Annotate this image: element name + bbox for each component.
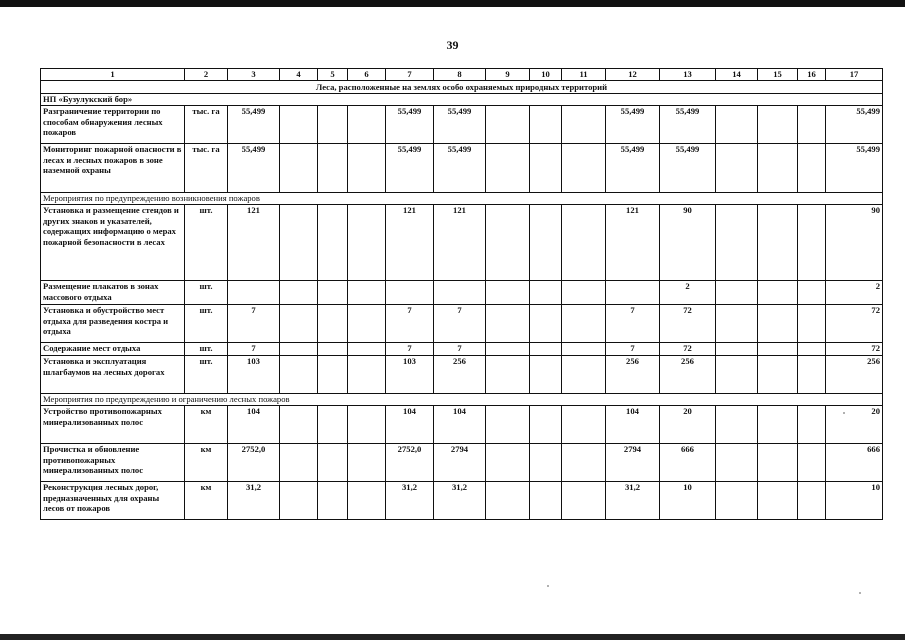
empty-cell xyxy=(348,205,386,281)
column-number: 15 xyxy=(758,69,798,81)
table-row xyxy=(41,343,883,356)
value-cell-col-12 xyxy=(606,281,660,305)
empty-cell xyxy=(758,144,798,193)
column-number: 17 xyxy=(826,69,883,81)
column-number: 16 xyxy=(798,69,826,81)
empty-cell xyxy=(716,343,758,356)
column-number: 10 xyxy=(530,69,562,81)
value-cell-col-17: 90 xyxy=(826,205,883,281)
value-cell-col-13: 72 xyxy=(660,305,716,343)
table-row xyxy=(41,356,883,394)
value-cell-col-17: 55,499 xyxy=(826,106,883,144)
scan-edge-bottom xyxy=(0,634,905,640)
column-number: 1 xyxy=(41,69,185,81)
value-cell-col-17: 55,499 xyxy=(826,144,883,193)
measure-name: Установка и размещение стендов и других знаков и указателей, содержащих информацию о мерах пожарной безопасности в лесах xyxy=(41,205,185,281)
value-cell-col-8: 31,2 xyxy=(434,482,486,520)
unit-cell: шт. xyxy=(185,343,228,356)
empty-cell xyxy=(486,205,530,281)
empty-cell xyxy=(716,356,758,394)
empty-cell xyxy=(798,205,826,281)
value-cell-col-13: 666 xyxy=(660,444,716,482)
value-cell-col-17: 2 xyxy=(826,281,883,305)
empty-cell xyxy=(348,356,386,394)
measure-name: Установка и обустройство мест отдыха для разведения костра и отдыха xyxy=(41,305,185,343)
value-cell-col-8 xyxy=(434,281,486,305)
empty-cell xyxy=(318,281,348,305)
value-cell-col-13: 20 xyxy=(660,406,716,444)
value-cell-col-8: 256 xyxy=(434,356,486,394)
value-cell-col-3: 31,2 xyxy=(228,482,280,520)
empty-cell xyxy=(348,343,386,356)
empty-cell xyxy=(318,356,348,394)
column-number-row xyxy=(41,69,883,81)
column-number: 2 xyxy=(185,69,228,81)
empty-cell xyxy=(280,356,318,394)
empty-cell xyxy=(530,106,562,144)
table-row xyxy=(41,106,883,144)
measure-name: Разграничение территории по способам обнаружения лесных пожаров xyxy=(41,106,185,144)
value-cell-col-13: 55,499 xyxy=(660,106,716,144)
value-cell-col-3: 7 xyxy=(228,305,280,343)
scan-speck xyxy=(859,592,861,594)
table-title: Леса, расположенные на землях особо охраняемых природных территорий xyxy=(41,81,883,94)
value-cell-col-13: 10 xyxy=(660,482,716,520)
empty-cell xyxy=(280,305,318,343)
empty-cell xyxy=(716,444,758,482)
empty-cell xyxy=(280,406,318,444)
column-number: 5 xyxy=(318,69,348,81)
value-cell-col-7: 121 xyxy=(386,205,434,281)
empty-cell xyxy=(318,205,348,281)
empty-cell xyxy=(348,444,386,482)
empty-cell xyxy=(758,106,798,144)
column-number: 11 xyxy=(562,69,606,81)
empty-cell xyxy=(318,482,348,520)
empty-cell xyxy=(318,106,348,144)
measure-name: Реконструкция лесных дорог, предназначенных для охраны лесов от пожаров xyxy=(41,482,185,520)
empty-cell xyxy=(716,144,758,193)
empty-cell xyxy=(486,406,530,444)
column-number: 6 xyxy=(348,69,386,81)
value-cell-col-13: 55,499 xyxy=(660,144,716,193)
table-row xyxy=(41,406,883,444)
value-cell-col-12: 7 xyxy=(606,343,660,356)
empty-cell xyxy=(530,482,562,520)
value-cell-col-7: 104 xyxy=(386,406,434,444)
value-cell-col-17: 72 xyxy=(826,343,883,356)
empty-cell xyxy=(486,305,530,343)
page-number: 39 xyxy=(446,38,459,52)
table-row xyxy=(41,305,883,343)
section-title: Мероприятия по предупреждению возникновения пожаров xyxy=(41,193,883,205)
empty-cell xyxy=(562,106,606,144)
empty-cell xyxy=(716,106,758,144)
section-title: Мероприятия по предупреждению и ограничению лесных пожаров xyxy=(41,394,883,406)
section-header-row xyxy=(41,394,883,406)
empty-cell xyxy=(798,305,826,343)
column-number: 4 xyxy=(280,69,318,81)
unit-cell: шт. xyxy=(185,305,228,343)
value-cell-col-12: 31,2 xyxy=(606,482,660,520)
empty-cell xyxy=(486,482,530,520)
empty-cell xyxy=(318,305,348,343)
empty-cell xyxy=(798,444,826,482)
value-cell-col-13: 72 xyxy=(660,343,716,356)
empty-cell xyxy=(318,343,348,356)
empty-cell xyxy=(530,305,562,343)
empty-cell xyxy=(486,356,530,394)
value-cell-col-3: 7 xyxy=(228,343,280,356)
empty-cell xyxy=(486,444,530,482)
unit-cell: км xyxy=(185,406,228,444)
scan-speck xyxy=(843,412,845,414)
empty-cell xyxy=(348,406,386,444)
empty-cell xyxy=(562,305,606,343)
empty-cell xyxy=(280,106,318,144)
table-row xyxy=(41,205,883,281)
unit-cell: шт. xyxy=(185,356,228,394)
value-cell-col-12: 2794 xyxy=(606,444,660,482)
empty-cell xyxy=(530,281,562,305)
empty-cell xyxy=(758,305,798,343)
empty-cell xyxy=(318,444,348,482)
empty-cell xyxy=(280,144,318,193)
empty-cell xyxy=(348,281,386,305)
scan-speck xyxy=(547,585,549,587)
empty-cell xyxy=(530,356,562,394)
empty-cell xyxy=(486,144,530,193)
value-cell-col-8: 55,499 xyxy=(434,144,486,193)
value-cell-col-17: 72 xyxy=(826,305,883,343)
value-cell-col-7: 55,499 xyxy=(386,144,434,193)
empty-cell xyxy=(530,205,562,281)
value-cell-col-8: 121 xyxy=(434,205,486,281)
np-row xyxy=(41,94,883,106)
empty-cell xyxy=(348,144,386,193)
measure-name: Устройство противопожарных минерализованных полос xyxy=(41,406,185,444)
value-cell-col-8: 2794 xyxy=(434,444,486,482)
measure-name: Установка и эксплуатация шлагбаумов на лесных дорогах xyxy=(41,356,185,394)
empty-cell xyxy=(348,305,386,343)
empty-cell xyxy=(562,144,606,193)
scan-edge-top xyxy=(0,0,905,7)
value-cell-col-8: 104 xyxy=(434,406,486,444)
value-cell-col-3: 104 xyxy=(228,406,280,444)
empty-cell xyxy=(798,144,826,193)
value-cell-col-7: 103 xyxy=(386,356,434,394)
empty-cell xyxy=(562,444,606,482)
empty-cell xyxy=(716,305,758,343)
unit-cell: шт. xyxy=(185,281,228,305)
value-cell-col-12: 55,499 xyxy=(606,106,660,144)
empty-cell xyxy=(798,356,826,394)
value-cell-col-3 xyxy=(228,281,280,305)
table-row xyxy=(41,444,883,482)
empty-cell xyxy=(562,482,606,520)
column-number: 3 xyxy=(228,69,280,81)
empty-cell xyxy=(318,144,348,193)
value-cell-col-3: 55,499 xyxy=(228,144,280,193)
value-cell-col-7: 2752,0 xyxy=(386,444,434,482)
empty-cell xyxy=(530,144,562,193)
value-cell-col-17: 256 xyxy=(826,356,883,394)
value-cell-col-17: 10 xyxy=(826,482,883,520)
empty-cell xyxy=(716,205,758,281)
empty-cell xyxy=(562,406,606,444)
empty-cell xyxy=(758,343,798,356)
empty-cell xyxy=(758,281,798,305)
value-cell-col-3: 103 xyxy=(228,356,280,394)
column-number: 14 xyxy=(716,69,758,81)
empty-cell xyxy=(758,406,798,444)
value-cell-col-7: 31,2 xyxy=(386,482,434,520)
empty-cell xyxy=(280,281,318,305)
empty-cell xyxy=(348,482,386,520)
empty-cell xyxy=(758,205,798,281)
empty-cell xyxy=(280,343,318,356)
empty-cell xyxy=(798,482,826,520)
column-number: 12 xyxy=(606,69,660,81)
empty-cell xyxy=(348,106,386,144)
forest-fire-measures-table xyxy=(40,68,883,520)
value-cell-col-8: 7 xyxy=(434,343,486,356)
value-cell-col-12: 55,499 xyxy=(606,144,660,193)
unit-cell: тыс. га xyxy=(185,106,228,144)
empty-cell xyxy=(758,444,798,482)
empty-cell xyxy=(530,343,562,356)
value-cell-col-12: 121 xyxy=(606,205,660,281)
empty-cell xyxy=(758,482,798,520)
empty-cell xyxy=(798,106,826,144)
empty-cell xyxy=(716,281,758,305)
np-name: НП «Бузулукский бор» xyxy=(41,94,883,106)
value-cell-col-8: 7 xyxy=(434,305,486,343)
empty-cell xyxy=(318,406,348,444)
value-cell-col-12: 104 xyxy=(606,406,660,444)
value-cell-col-12: 256 xyxy=(606,356,660,394)
empty-cell xyxy=(562,281,606,305)
empty-cell xyxy=(562,343,606,356)
value-cell-col-13: 2 xyxy=(660,281,716,305)
empty-cell xyxy=(798,343,826,356)
measure-name: Содержание мест отдыха xyxy=(41,343,185,356)
table-row xyxy=(41,281,883,305)
empty-cell xyxy=(798,281,826,305)
table-title-row xyxy=(41,81,883,94)
measure-name: Прочистка и обновление противопожарных минерализованных полос xyxy=(41,444,185,482)
table-row xyxy=(41,144,883,193)
value-cell-col-3: 2752,0 xyxy=(228,444,280,482)
measure-name: Размещение плакатов в зонах массового отдыха xyxy=(41,281,185,305)
value-cell-col-3: 55,499 xyxy=(228,106,280,144)
unit-cell: шт. xyxy=(185,205,228,281)
value-cell-col-17: 666 xyxy=(826,444,883,482)
column-number: 13 xyxy=(660,69,716,81)
value-cell-col-3: 121 xyxy=(228,205,280,281)
table-body xyxy=(41,69,883,520)
section-header-row xyxy=(41,193,883,205)
empty-cell xyxy=(280,444,318,482)
unit-cell: км xyxy=(185,482,228,520)
value-cell-col-13: 90 xyxy=(660,205,716,281)
column-number: 9 xyxy=(486,69,530,81)
empty-cell xyxy=(716,482,758,520)
measure-name: Мониторинг пожарной опасности в лесах и лесных пожаров в зоне наземной охраны xyxy=(41,144,185,193)
empty-cell xyxy=(562,205,606,281)
empty-cell xyxy=(486,106,530,144)
table-row xyxy=(41,482,883,520)
empty-cell xyxy=(758,356,798,394)
column-number: 8 xyxy=(434,69,486,81)
value-cell-col-7: 7 xyxy=(386,343,434,356)
value-cell-col-17: 20 xyxy=(826,406,883,444)
value-cell-col-13: 256 xyxy=(660,356,716,394)
unit-cell: тыс. га xyxy=(185,144,228,193)
unit-cell: км xyxy=(185,444,228,482)
empty-cell xyxy=(486,281,530,305)
value-cell-col-7: 7 xyxy=(386,305,434,343)
empty-cell xyxy=(280,205,318,281)
empty-cell xyxy=(562,356,606,394)
column-number: 7 xyxy=(386,69,434,81)
value-cell-col-7 xyxy=(386,281,434,305)
empty-cell xyxy=(486,343,530,356)
value-cell-col-7: 55,499 xyxy=(386,106,434,144)
empty-cell xyxy=(530,444,562,482)
empty-cell xyxy=(798,406,826,444)
empty-cell xyxy=(716,406,758,444)
empty-cell xyxy=(530,406,562,444)
empty-cell xyxy=(280,482,318,520)
value-cell-col-12: 7 xyxy=(606,305,660,343)
value-cell-col-8: 55,499 xyxy=(434,106,486,144)
